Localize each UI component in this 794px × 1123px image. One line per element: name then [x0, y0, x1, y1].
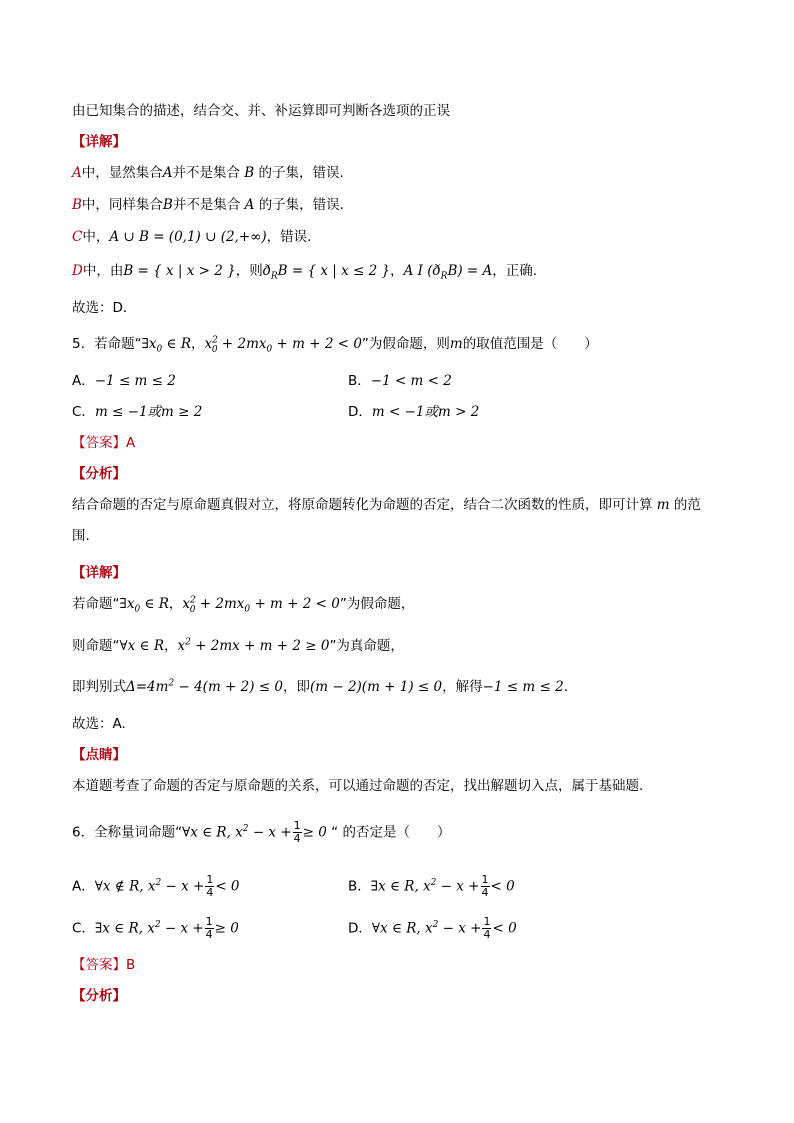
- fraction: [205, 916, 214, 941]
- intersection-formula: A I (ð: [403, 263, 441, 279]
- option-math: < 0: [215, 878, 240, 895]
- option-label: B．: [348, 878, 371, 895]
- numerator: 1: [481, 873, 489, 886]
- set-b: B: [162, 197, 173, 213]
- math: ∃x: [119, 596, 135, 612]
- text: 的范: [673, 497, 701, 513]
- math: ∈ R: [162, 336, 192, 352]
- text: 的子集，错误.: [258, 165, 344, 181]
- text: ”为假命题，: [339, 596, 415, 612]
- superscript: 2: [168, 678, 175, 689]
- superscript: 2: [432, 920, 439, 930]
- answer-choice-line: 故选：D．: [72, 300, 137, 316]
- q6-analysis-header: 【分析】: [72, 988, 126, 1004]
- math: Δ=4m: [126, 679, 169, 695]
- set-a: A: [162, 165, 173, 181]
- denominator: 4: [481, 886, 489, 899]
- option-math: m < −1或m > 2: [371, 404, 480, 420]
- set-b-def: B = { x | x > 2 }: [123, 263, 236, 279]
- complement-symbol: ð: [262, 263, 271, 279]
- option-math: < 0: [490, 878, 515, 895]
- intersection-result: B) = A: [447, 263, 493, 279]
- option-label: C．: [72, 920, 95, 937]
- q5-analysis-line-1: [72, 495, 701, 515]
- text: 结合命题的否定与原命题真假对立，将原命题转化为命题的否定，结合二次函数的性质，即可计算: [72, 497, 653, 513]
- text: ”为假命题，则: [361, 336, 450, 352]
- text: 的取值范围是（ ）: [462, 336, 598, 352]
- math: (m − 2)(m + 1) ≤ 0: [309, 679, 443, 695]
- q6-option-c[interactable]: [72, 916, 239, 941]
- q6-option-b[interactable]: [348, 874, 515, 899]
- q6-answer: 【答案】B: [72, 957, 136, 973]
- q5-option-a[interactable]: [72, 371, 176, 391]
- subscript: 0: [156, 344, 163, 355]
- math: + 2mx: [195, 596, 245, 612]
- math: ∀x ∈ R, x: [182, 824, 243, 841]
- fraction: [482, 916, 491, 941]
- option-math: ≥ 0: [214, 920, 239, 937]
- superscript: 2: [212, 335, 218, 346]
- text: 并不是集合: [172, 165, 240, 181]
- superscript: 2: [154, 920, 161, 930]
- math: − x +: [248, 824, 292, 841]
- numerator: 1: [206, 873, 214, 886]
- text: 即判别式: [72, 679, 126, 695]
- letter-a: A: [72, 165, 82, 181]
- text: 的子集，错误.: [258, 197, 344, 213]
- math: m: [656, 497, 670, 513]
- q6-option-a[interactable]: [72, 874, 240, 899]
- detail-header: 【详解】: [72, 134, 126, 150]
- option-math: m ≤ −1或m ≥ 2: [94, 404, 203, 420]
- question-number: 6．全称量词命题“: [72, 824, 183, 841]
- letter-d: D: [72, 263, 83, 279]
- text: ，: [168, 596, 183, 612]
- math: ∃x: [141, 336, 157, 352]
- q5-option-c[interactable]: [72, 402, 202, 422]
- q5-point-header: 【点睛】: [72, 747, 126, 763]
- math: ∈ R: [140, 596, 169, 612]
- q5-detail-line-3: [72, 677, 568, 697]
- option-label: C．: [72, 404, 95, 420]
- q5-detail-line-2: [72, 636, 404, 656]
- subscript: 0: [244, 604, 251, 615]
- denominator: 4: [293, 832, 301, 845]
- text: ，错误.: [266, 229, 312, 245]
- option-label: D．: [348, 404, 372, 420]
- subscript: R: [270, 271, 278, 282]
- numerator: 1: [293, 819, 301, 832]
- q5-analysis-line-2: 围.: [72, 528, 90, 544]
- text: .: [563, 679, 568, 695]
- option-math: −1 ≤ m ≤ 2: [94, 373, 176, 389]
- text: 并不是集合: [172, 197, 241, 213]
- q5-point: 本道题考查了命题的否定与原命题的关系，可以通过命题的否定，找出解题切入点，属于基础题.: [72, 778, 644, 794]
- q5-detail-line-1: [72, 594, 414, 614]
- option-c-explanation: [72, 227, 311, 247]
- text: ，即: [282, 679, 310, 695]
- superscript: 2: [155, 878, 162, 888]
- math: − 4(m + 2) ≤ 0: [174, 679, 283, 695]
- option-label: A．: [72, 373, 95, 389]
- denominator: 4: [483, 928, 491, 941]
- q5-detail-header: 【详解】: [72, 565, 126, 581]
- option-math: − x +: [436, 878, 480, 895]
- text: 由已知集合的描述，结合交、并、补运算即可判断各选项的正误: [72, 103, 450, 119]
- math: m: [449, 336, 463, 352]
- text: ，正确.: [492, 263, 538, 279]
- option-label: B．: [348, 373, 371, 389]
- option-math: ∀x ∈ R, x: [371, 920, 433, 937]
- superscript: 2: [190, 595, 196, 606]
- q5-answer: 【答案】A: [72, 435, 136, 451]
- option-math: ∃x ∈ R, x: [94, 920, 155, 937]
- option-b-explanation: [72, 195, 344, 215]
- option-math: −1 < m < 2: [370, 373, 452, 389]
- set-b: B: [244, 165, 255, 181]
- q5-option-b[interactable]: [348, 371, 452, 391]
- superscript: 2: [242, 824, 249, 834]
- numerator: 1: [205, 915, 213, 928]
- complement-set: B = { x | x ≤ 2 }: [277, 263, 391, 279]
- subscript: 0: [189, 604, 196, 615]
- text: 中，: [82, 229, 110, 245]
- q5-answer-choice: 故选：A.: [72, 716, 126, 732]
- math: −1 ≤ m ≤ 2: [482, 679, 564, 695]
- q5-analysis-header: 【分析】: [72, 466, 126, 482]
- superscript: 2: [185, 637, 191, 648]
- numerator: 1: [483, 915, 491, 928]
- subscript: R: [440, 271, 448, 282]
- option-d-explanation: [72, 261, 537, 281]
- option-math: ∃x ∈ R, x: [370, 878, 431, 895]
- text: 则命题“: [72, 638, 120, 654]
- intro-line: [72, 101, 450, 121]
- subscript: 0: [134, 604, 141, 615]
- option-a-explanation: [72, 163, 344, 183]
- fraction: [481, 874, 490, 899]
- denominator: 4: [205, 928, 213, 941]
- text: ，: [390, 263, 404, 279]
- set-a: A: [244, 197, 255, 213]
- math: + 2mx: [217, 336, 267, 352]
- text: “ 的否定是（ ）: [331, 824, 451, 841]
- math: x: [204, 336, 213, 352]
- text: 中，由: [82, 263, 124, 279]
- math: x: [177, 638, 186, 654]
- option-label: A．: [72, 878, 95, 895]
- letter-b: B: [72, 197, 82, 213]
- subscript: 0: [211, 344, 218, 355]
- question-6: [72, 820, 450, 845]
- text: ，: [191, 336, 205, 352]
- text: ，: [164, 638, 178, 654]
- math: ∀x ∈ R: [119, 638, 165, 654]
- denominator: 4: [206, 886, 214, 899]
- option-label: D．: [348, 920, 372, 937]
- text: ”为真命题，: [329, 638, 404, 654]
- text: 若命题“: [72, 596, 120, 612]
- question-5: [72, 334, 598, 354]
- option-math: − x +: [160, 920, 204, 937]
- question-number: 5．若命题“: [72, 336, 142, 352]
- option-math: < 0: [492, 920, 517, 937]
- math: ≥ 0: [302, 824, 327, 841]
- subscript: 0: [266, 344, 273, 355]
- option-math: ∀x ∉ R, x: [94, 878, 156, 895]
- q6-option-d[interactable]: [348, 916, 517, 941]
- fraction: [293, 820, 302, 845]
- fraction: [205, 874, 214, 899]
- union-formula: A ∪ B = (0,1) ∪ (2,+∞): [109, 229, 267, 245]
- option-math: − x +: [161, 878, 205, 895]
- option-math: − x +: [438, 920, 482, 937]
- text: 中，同样集合: [81, 197, 163, 213]
- math: + 2mx + m + 2 ≥ 0: [190, 638, 330, 654]
- text: ，解得: [442, 679, 483, 695]
- text: ，则: [235, 263, 263, 279]
- superscript: 2: [430, 878, 437, 888]
- q5-option-d[interactable]: [348, 402, 479, 422]
- math: x: [182, 596, 191, 612]
- text: 中，显然集合: [81, 165, 163, 181]
- math: + m + 2 < 0: [272, 336, 362, 352]
- letter-c: C: [72, 229, 83, 245]
- math: + m + 2 < 0: [250, 596, 340, 612]
